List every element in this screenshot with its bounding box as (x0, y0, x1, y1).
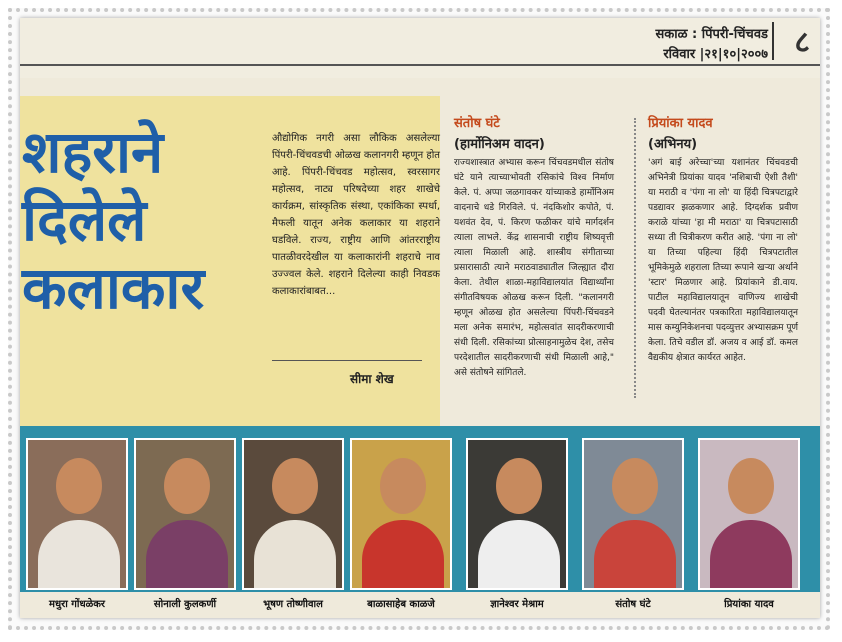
artist-photo (134, 438, 236, 590)
portrait-head (380, 458, 426, 514)
photo-caption: भूषण तोष्णीवाल (240, 596, 346, 610)
portrait-body (362, 520, 444, 590)
edition-label: सकाळ : पिंपरी-चिंचवड (655, 27, 768, 42)
portrait-body (710, 520, 792, 590)
portrait-body (146, 520, 228, 590)
intro-text: औद्योगिक नगरी असा लौकिक असलेल्या पिंपरी-चिंचवडची ओळख कलानगरी म्हणून होत आहे. पिंपरी-चिंचवड महोत्सव, स्वरसागर महोत्सव, नाट्य परिषदेच्या शहर शाखेचे कार्यक्रम, सांस्कृतिक संस्था, एकांकिका स्पर्धा, मैफली यातून अनेक कलाकार या शहराने घडविले. राज्य, राष्ट्रीय आणि आंतरराष्ट्रीय पातळीवरदेखील या कलाकारांनी शहराचे नाव उज्ज्वल केले. शहराने दिलेल्या काही निवडक कलाकारांबाबत... (272, 133, 440, 297)
portrait-body (478, 520, 560, 590)
portrait-head (728, 458, 774, 514)
photo-caption: संतोष घंटे (580, 596, 686, 610)
newspaper-page (20, 18, 820, 618)
page-number: ८ (794, 25, 810, 60)
header-divider (772, 22, 774, 60)
article-subtitle: (अभिनय) (648, 137, 698, 152)
artist-photo (350, 438, 452, 590)
photo-caption: प्रियांका यादव (696, 596, 802, 610)
intro-rule (272, 360, 422, 361)
masthead (20, 18, 820, 78)
article-subtitle: (हार्मोनिअम वादन) (454, 137, 545, 152)
portrait-body (254, 520, 336, 590)
photo-caption: मधुरा गोंधळेकर (24, 596, 130, 610)
header-rule (20, 64, 820, 66)
article-priyanka (648, 116, 798, 366)
portrait-body (594, 520, 676, 590)
artist-photo (582, 438, 684, 590)
artist-photo (466, 438, 568, 590)
portrait-head (272, 458, 318, 514)
photo-strip (20, 426, 820, 618)
photo-caption: बाळासाहेब काळजे (348, 596, 454, 610)
photo-caption: सोनाली कुलकर्णी (132, 596, 238, 610)
headline-line-2: दिलेले (22, 186, 147, 254)
artist-photo (26, 438, 128, 590)
portrait-body (38, 520, 120, 590)
artist-photo (242, 438, 344, 590)
headline (22, 118, 204, 322)
portrait-head (496, 458, 542, 514)
photo-caption: ज्ञानेश्‍वर मेश्राम (464, 596, 570, 610)
article-body: राज्यशास्त्रात अभ्यास करून चिंचवडमधील संतोष घंटे याने त्याच्याभोवती रसिकांचे विश्‍व निर्माण केले. पं. अप्पा जळगावकर यांच्याकडे हार्मोनिअम वादनाचे धडे गिरविले. पं. नंदकिशोर कपोते, पं. यशवंत देव, पं. किरण फळीकर यांचे मार्गदर्शन त्याला लाभले. केंद्र शासनाची राष्ट्रीय शिष्यवृत्ती त्याला मिळाली आहे. शास्त्रीय संगीताच्या प्रसारासाठी त्याने मराठवाड्यातील जिल्ह्यात दौरा केला. तेथील शाळा-महाविद्यालयांत विद्यार्थ्यांना संगीतविषयक ओळख करून दिली. "कलानगरी म्हणून ओळख होत असलेल्या पिंपरी-चिंचवडने मला अनेक समारंभ, महोत्सवांत सादरीकरणाची संधी दिली. रसिकांच्या प्रोत्साहनामुळेच देश, तसेच परदेशातील सादरीकरणाची संधी मिळाली आहे," असे संतोषने सांगितले. (454, 158, 614, 378)
headline-line-1: शहराने (22, 118, 164, 186)
article-name: संतोष घंटे (454, 116, 500, 131)
portrait-head (164, 458, 210, 514)
byline: सीमा शेख (350, 372, 394, 386)
date-label: रविवार |२१|१०|२००७ (663, 47, 768, 62)
column-divider (634, 118, 636, 398)
artist-photo (698, 438, 800, 590)
headline-line-3: कलाकार (22, 254, 205, 322)
portrait-head (56, 458, 102, 514)
article-name: प्रियांका यादव (648, 116, 713, 131)
article-body: 'अगं बाई अरेच्चा'च्या यशानंतर चिंचवडची अभिनेत्री प्रियांका यादव 'नशिबाची ऐशी तैशी' या मराठी व 'पंगा ना लो' या हिंदी चित्रपटाद्वारे पडद्यावर झळकणार आहे. दिग्दर्शक प्रवीण कराळे यांच्या 'हा मी मराठा' या चित्रपटासाठी सध्या ती चित्रीकरण करीत आहे. 'पंगा ना लो' या तिच्या पहिल्या हिंदी चित्रपटातील भूमिकेमुळे शहराला तिच्या रूपाने खऱ्या अर्थाने 'स्टार' मिळणार आहे. प्रियांकाने डी.वाय. पाटील महाविद्यालयातून वाणिज्य शाखेची पदवी घेतल्यानंतर पत्रकारिता महाविद्यालयातून मास कम्युनिकेशनचा पदव्युत्तर अभ्यासक्रम पूर्ण केला. तिचे वडील डॉ. अजय व आई डॉ. कमल वैद्यकीय क्षेत्रात कार्यरत आहेत. (648, 158, 798, 363)
portrait-head (612, 458, 658, 514)
article-santosh (454, 116, 614, 381)
